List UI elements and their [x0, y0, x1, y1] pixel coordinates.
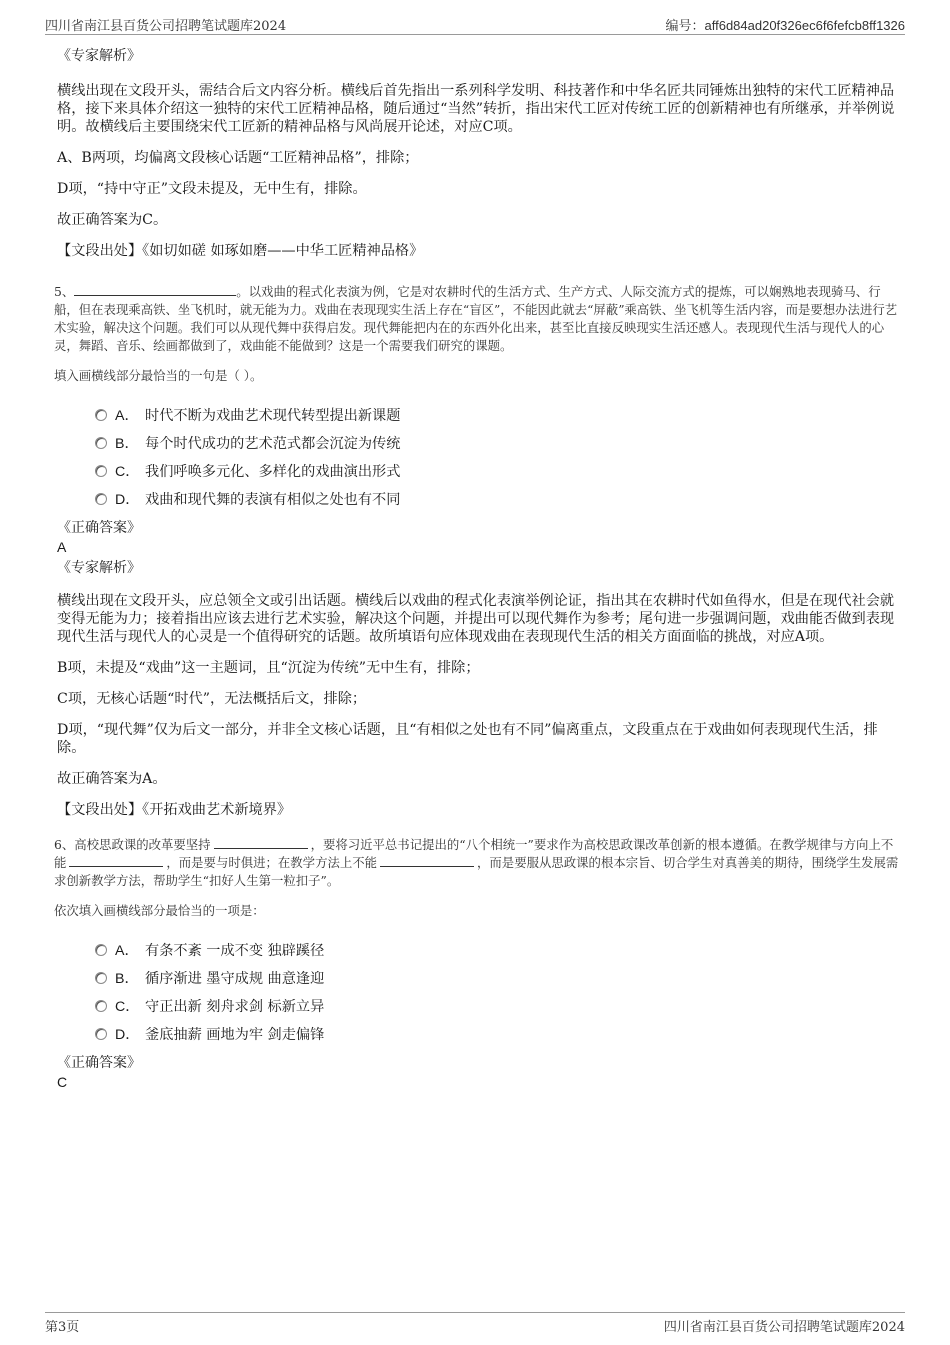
page-header: [45, 14, 905, 35]
q5-blank: [74, 283, 236, 296]
q6-option-d[interactable]: D． 釜底抽薪 画地为牢 剑走偏锋: [95, 1020, 899, 1048]
q4-analysis: 横线出现在文段开头，需结合后文内容分析。横线后首先指出一系列科学发明、科技著作和中华名匠共同锤炼出独特的宋代工匠精神品格，接下来具体介绍这一独特的宋代工匠精神品格，随后通过“当然”转折，指出宋代工匠对传统工匠的创新精神也有所继承，并举例说明。故横线后主要围绕宋代工匠新的精神品格与风尚展开论述，对应C项。: [57, 83, 895, 135]
q5-line-d: D项，“现代舞”仅为后文一部分，并非全文核心话题，且“有相似之处也有不同”偏离重点，文段重点在于戏曲如何表现现代生活，排除。: [57, 722, 878, 756]
q5-option-b[interactable]: B． 每个时代成功的艺术范式都会沉淀为传统: [95, 429, 899, 457]
header-code: 编号：aff6d84ad20f326ec6f6fefcb8ff1326: [665, 18, 905, 33]
q5-text: 。以戏曲的程式化表演为例，它是对农耕时代的生活方式、生产方式、人际交流方式的提炼，可以娴熟地表现骑马、行船，但在表现乘高铁、坐飞机时，就无能为力。戏曲在表现现实生活上存在“盲区”，不能因此就去“屏蔽”乘高铁、坐飞机等生活内容，而是要想办法进行艺术实验，解决这个问题。我们可以从现代舞中获得启发。现代舞能把内在的东西外化出来，甚至比直接反映现实生活还感人。表现现代生活与现代人的心灵，舞蹈、音乐、绘画都做到了，戏曲能不能做到？这是一个需要我们研究的课题。: [54, 284, 898, 353]
radio-icon[interactable]: [95, 465, 107, 477]
q5-options: [95, 401, 899, 513]
footer-title: 四川省南江县百货公司招聘笔试题库2024: [663, 1320, 905, 1335]
q5-number: 5、: [54, 284, 75, 299]
q5-line-c: C项，无核心话题“时代”，无法概括后文，排除；: [57, 691, 367, 707]
footer-page-number: 第3页: [45, 1320, 80, 1335]
q6-blank-1: [214, 836, 308, 849]
q5-prompt: 填入画横线部分最恰当的一句是（ ）。: [54, 368, 263, 383]
q6-blank-2: [69, 854, 163, 867]
q6-blank-3: [380, 854, 474, 867]
q6-answer: C: [57, 1074, 68, 1090]
q5-answer: A: [57, 539, 67, 555]
radio-icon[interactable]: [95, 1000, 107, 1012]
radio-icon[interactable]: [95, 1028, 107, 1040]
q5-analysis: 横线出现在文段开头，应总领全文或引出话题。横线后以戏曲的程式化表演举例论证，指出其在农耕时代如鱼得水，但是在现代社会就变得无能为力；接着指出应该去进行艺术实验，解决这个问题，并提出可以现代舞作为参考；尾句进一步强调问题，戏曲能否做到表现现代生活与现代人的心灵是一个值得研究的话题。故所填语句应体现戏曲在表现现代生活的相关方面面临的挑战，对应A项。: [57, 593, 895, 645]
page-content: [54, 44, 899, 1091]
q5-source: 【文段出处】《开拓戏曲艺术新境界》: [57, 802, 292, 818]
q4-line-d: D项，“持中守正”文段未提及，无中生有，排除。: [57, 181, 367, 197]
q5-conclusion: 故正确答案为A。: [57, 771, 167, 787]
q6-option-a[interactable]: A． 有条不紊 一成不变 独辟蹊径: [95, 936, 899, 964]
radio-icon[interactable]: [95, 972, 107, 984]
q6-answer-label: 《正确答案》: [57, 1055, 141, 1071]
radio-icon[interactable]: [95, 437, 107, 449]
q5-answer-label: 《正确答案》: [57, 520, 141, 536]
q5-stem: [54, 283, 899, 355]
q6-option-c[interactable]: C． 守正出新 刻舟求剑 标新立异: [95, 992, 899, 1020]
radio-icon[interactable]: [95, 409, 107, 421]
radio-icon[interactable]: [95, 493, 107, 505]
q6-option-b[interactable]: B． 循序渐进 墨守成规 曲意逢迎: [95, 964, 899, 992]
q4-analysis-label: 《专家解析》: [57, 48, 141, 64]
q5-line-b: B项，未提及“戏曲”这一主题词，且“沉淀为传统”无中生有，排除；: [57, 660, 480, 676]
radio-icon[interactable]: [95, 944, 107, 956]
q4-line-ab: A、B两项，均偏离文段核心话题“工匠精神品格”，排除；: [57, 150, 419, 166]
q5-option-d[interactable]: D． 戏曲和现代舞的表演有相似之处也有不同: [95, 485, 899, 513]
q6-number: 6、: [54, 837, 75, 852]
header-title: 四川省南江县百货公司招聘笔试题库2024: [45, 19, 287, 34]
q4-source: 【文段出处】《如切如磋 如琢如磨——中华工匠精神品格》: [57, 243, 424, 259]
q5-option-a[interactable]: A． 时代不断为戏曲艺术现代转型提出新课题: [95, 401, 899, 429]
q6-options: [95, 936, 899, 1048]
q5-option-c[interactable]: C． 我们呼唤多元化、多样化的戏曲演出形式: [95, 457, 899, 485]
q6-prompt: 依次填入画横线部分最恰当的一项是：: [54, 903, 265, 918]
q6-stem: 6、高校思政课的改革要坚持 ，要将习近平总书记提出的“八个相统一”要求作为高校思政课改革创新的根本遵循。在教学规律与方向上不能 ，而是要与时俱进；在教学方法上不能 ，而是要服从思政课的根本宗旨、切合学生对真善美的期待，围绕学生发展需求创新教学方法，帮助学生“扣好人生第一粒扣子”。: [54, 837, 899, 888]
q5-analysis-label: 《专家解析》: [57, 560, 141, 576]
page-footer: [45, 1312, 905, 1335]
q4-conclusion: 故正确答案为C。: [57, 212, 168, 228]
